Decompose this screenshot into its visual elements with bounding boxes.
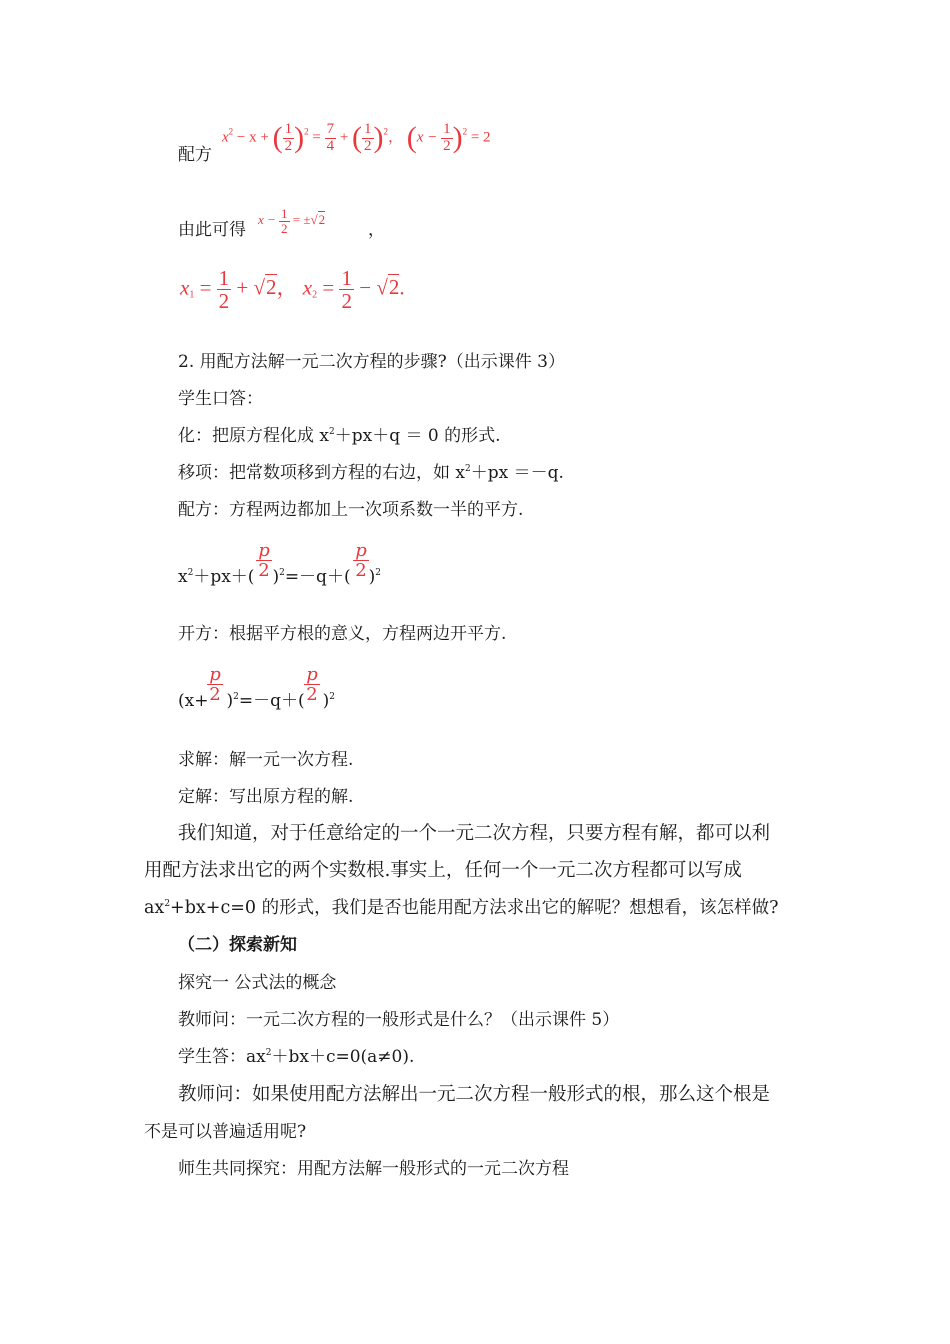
label: 配方 bbox=[178, 145, 212, 165]
p-over-2-fraction: p 2 bbox=[256, 542, 272, 581]
answer-intro: 学生口答： bbox=[178, 389, 263, 409]
comma: ， bbox=[368, 220, 385, 240]
step-simplify: 化：把原方程化成 $x^2+px+q = 0$ 的形式. bbox=[178, 426, 501, 446]
explore-1-heading: 探究一 公式法的概念 bbox=[178, 973, 337, 993]
formula-completing-square: $x^2+px+$( )$^2$=－q＋( )$^2$ bbox=[178, 567, 381, 587]
paragraph-line-1: 我们知道，对于任意给定的一个一元二次方程，只要方程有解，都可以利 bbox=[178, 823, 771, 844]
roots-equation: $x_1$ = $\frac{1}{2}$ + √2， $x_2$ = $\frac{1}{2}$ − √2. bbox=[180, 266, 405, 314]
question-2: 2. 用配方法解一元二次方程的步骤?（出示课件 3） bbox=[178, 352, 565, 372]
p-over-2-fraction: p 2 bbox=[353, 542, 369, 581]
teacher-question-1: 教师问：一元二次方程的一般形式是什么？（出示课件 5） bbox=[178, 1010, 620, 1030]
teacher-question-2: 教师问：如果使用配方法解出一元二次方程一般形式的根，那么这个根是 bbox=[178, 1084, 771, 1105]
step-complete-square: 配方：方程两边都加上一次项系数一半的平方. bbox=[178, 500, 524, 520]
formula-square-root: $(x+ )^2=-q+$( )$^2$ bbox=[178, 691, 335, 711]
student-answer-1: 学生答：$ax^2+bx+c=0(a\ne 0)$. bbox=[178, 1047, 415, 1067]
paragraph-line-3: $ax^2+bx+c=0$ 的形式，我们是否也能用配方法求出它的解呢？想想看，该怎样做? bbox=[144, 898, 779, 918]
p-over-2-fraction: p 2 bbox=[304, 666, 320, 705]
step-conclude: 定解：写出原方程的解. bbox=[178, 787, 354, 807]
joint-exploration: 师生共同探究：用配方法解一般形式的一元二次方程 bbox=[178, 1159, 569, 1179]
step-square-root: 开方：根据平方根的意义，方程两边开平方. bbox=[178, 624, 507, 644]
step-solve: 求解：解一元一次方程. bbox=[178, 750, 354, 770]
sqrt-result-equation: x − $\frac{1}{2}$ = ±√2 bbox=[258, 206, 326, 236]
p-over-2-fraction: p 2 bbox=[207, 666, 223, 705]
eq-result-line: 由此可得 bbox=[178, 220, 246, 240]
completed-square-equation: $x^2 - x$ + ( $\frac{1}{2}$ )$^2$ = $\frac{7}{4}$ + ( $\frac{1}{2}$ )$^2$， (x − $\frac{1}{2}$ )$^2$ = 2 bbox=[222, 120, 491, 154]
section-heading: （二）探索新知 bbox=[178, 935, 297, 955]
paragraph-line-2: 用配方法求出它的两个实数根.事实上，任何一个一元二次方程都可以写成 bbox=[144, 860, 742, 881]
eq-completing-square-line bbox=[178, 143, 212, 167]
teacher-question-2-cont: 不是可以普遍适用呢? bbox=[144, 1122, 307, 1142]
step-move-term: 移项：把常数项移到方程的右边，如 $x^2+px =-q$. bbox=[178, 463, 564, 483]
